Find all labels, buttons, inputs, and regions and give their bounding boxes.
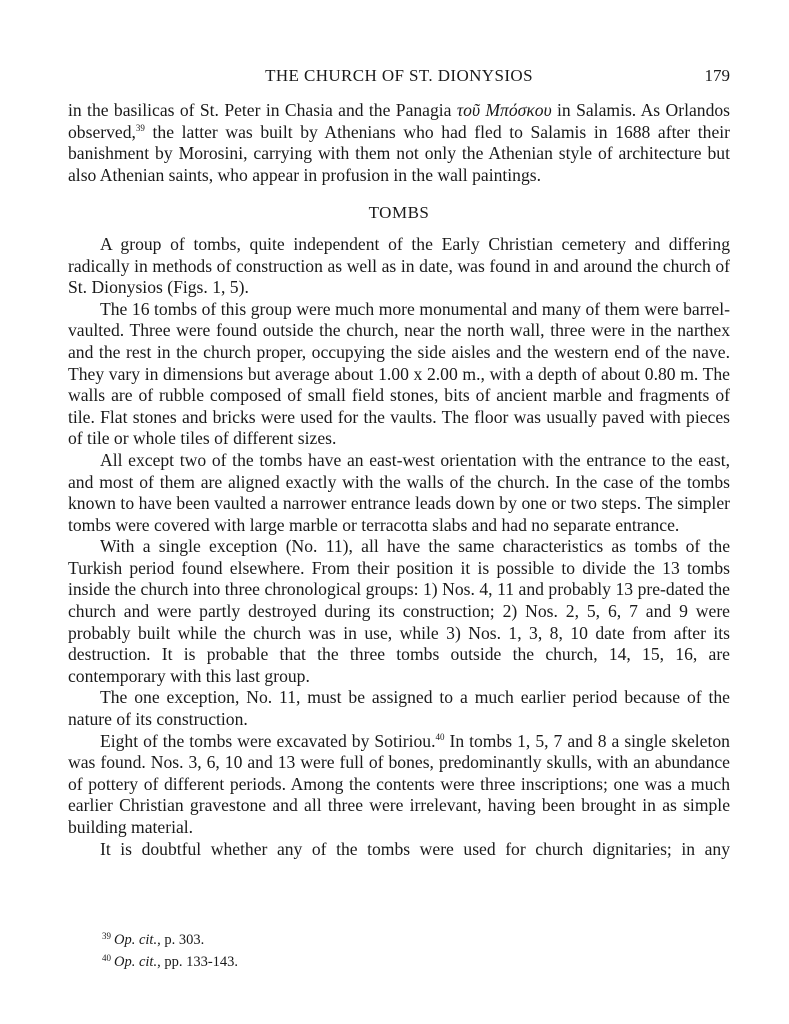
footnote-40: [102, 949, 238, 971]
intro-text-3: the latter was built by Athenians who had fled to Salamis in 1688 after their banishment by Morosini, carrying with them not only the Athenian style of architecture but also Athenian saints, who appear in profusion in the wall paintings.: [68, 121, 730, 185]
footnote-number: 40: [102, 953, 111, 963]
running-header: [68, 66, 730, 90]
page-number: 179: [704, 66, 730, 85]
footnote-text: , p. 303.: [157, 932, 205, 948]
paragraph-4: With a single exception (No. 11), all have the same characteristics as tombs of the Turkish period found elsewhere. From their position it is possible to divide the 13 tombs inside the church into three chronological groups: 1) Nos. 4, 11 and probably 13 pre-dated the church and were partly destroyed during its construction; 2) Nos. 2, 5, 6, 7 and 9 were probably built while the church was in use, while 3) Nos. 1, 3, 8, 10 date from after its destruction. It is probable that the three tombs outside the church, 14, 15, 16, are contemporary with this last group.: [68, 536, 730, 686]
footnote-39: [102, 927, 238, 949]
paragraph-7: It is doubtful whether any of the tombs were used for church dignitaries; in any: [100, 838, 730, 859]
greek-church-name: τοῦ Μπόσκου: [456, 100, 552, 120]
body-text: [68, 100, 730, 860]
footnote-cite: Op. cit.: [114, 932, 158, 948]
paragraph-3: All except two of the tombs have an east-west orientation with the entrance to the east, and most of them are aligned exactly with the walls of the church. In the case of the tombs known to have been vaulted a narrower entrance leads down by one or two steps. The simpler tombs were covered with large marble or terracotta slabs and had no separate entrance.: [68, 449, 730, 535]
paragraph-1: A group of tombs, quite independent of the Early Christian cemetery and differing radically in methods of construction as well as in date, was found in and around the church of St. Dionysios (Figs. 1, 5).: [68, 233, 730, 298]
paragraph-6: [68, 731, 730, 839]
sotiriou-text-2: In tombs 1, 5, 7 and 8 a single skeleton was found. Nos. 3, 6, 10 and 13 were full of bones, predominantly skulls, with an abundance of pottery of different periods. Among the contents were three inscriptions; one was a much earlier Christian gravestone and all three were irrelevant, having been brought in as simple building material.: [68, 730, 730, 837]
footnote-ref-39: 39: [135, 122, 145, 133]
intro-text-1: in the basilicas of St. Peter in Chasia and the Panagia: [68, 100, 457, 120]
footnote-text: , pp. 133-143.: [157, 954, 239, 970]
intro-paragraph: [68, 100, 730, 186]
sotiriou-text-1: Eight of the tombs were excavated by Sotiriou.: [100, 730, 436, 751]
footnote-number: 39: [102, 931, 111, 941]
running-title: THE CHURCH OF ST. DIONYSIOS: [265, 66, 533, 85]
paragraph-2: The 16 tombs of this group were much more monumental and many of them were barrel-vaulted. Three were found outside the church, near the north wall, three were in the narthex and the rest in the church proper, occupying the side aisles and the western end of the nave. They vary in dimensions but average about 1.00 x 2.00 m., with a depth of about 0.80 m. The walls are of rubble composed of small field stones, bits of ancient marble and fragments of tile. Flat stones and bricks were used for the vaults. The floor was usually paved with pieces of tile or whole tiles of different sizes.: [68, 298, 730, 449]
intro-text-2: in Salamis. As Orlandos observed,: [68, 100, 731, 142]
footnote-cite: Op. cit.: [114, 954, 158, 970]
paragraph-5: The one exception, No. 11, must be assigned to a much earlier period because of the nature of its construction.: [68, 687, 730, 730]
section-heading-tombs: TOMBS: [368, 203, 430, 223]
footnote-ref-40: 40: [435, 731, 445, 742]
footnotes: [102, 927, 238, 971]
